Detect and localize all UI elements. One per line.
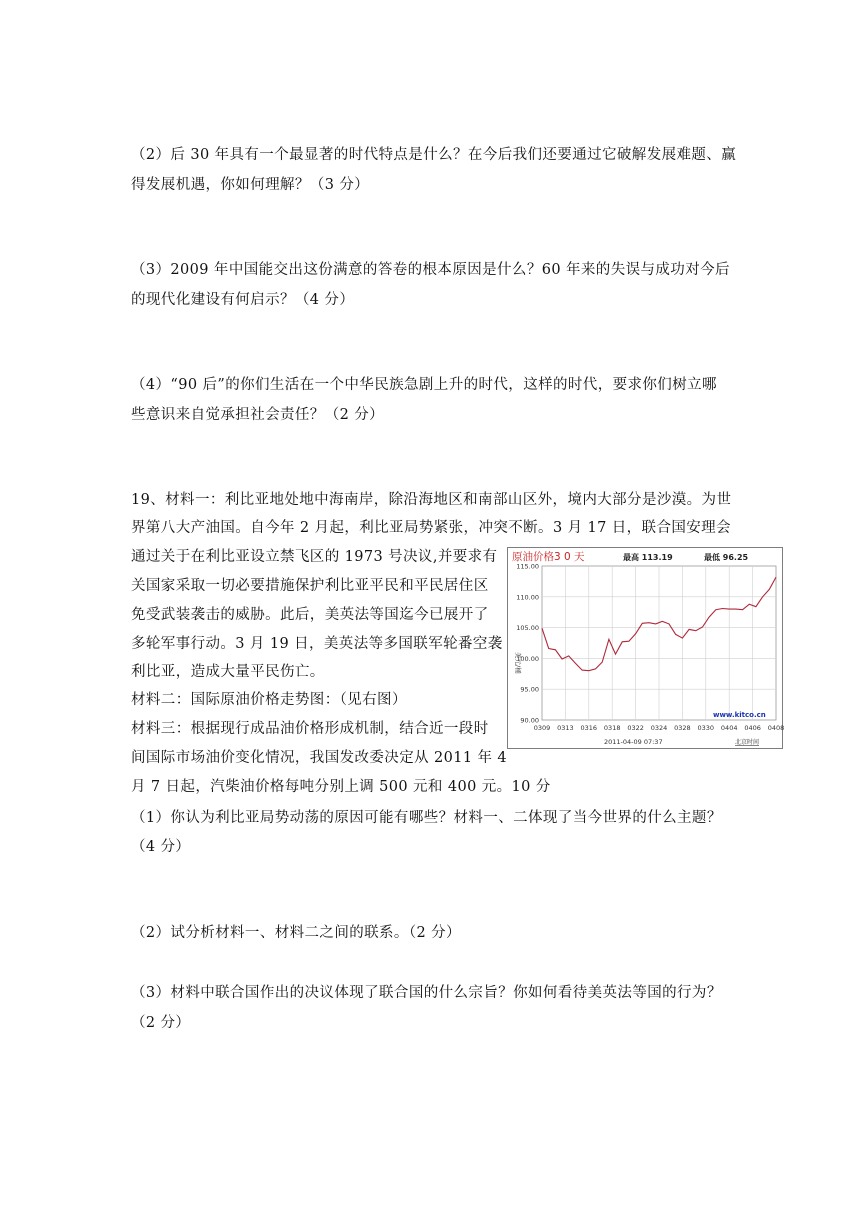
y-tick-label: 105.00	[516, 624, 539, 633]
x-tick-label: 0406	[744, 724, 761, 732]
x-tick-label: 0313	[557, 724, 574, 732]
y-tick-label: 115.00	[516, 562, 539, 571]
q4-line-2: 些意识来自觉承担社会责任？（2 分）	[131, 407, 385, 423]
chart-y-axis-label: 美元/桶	[514, 652, 522, 674]
chart-footer-link[interactable]: 北京时间	[735, 739, 760, 746]
q2-line-2: 得发展机遇，你如何理解？（3 分）	[131, 177, 370, 193]
x-tick-label: 0309	[533, 724, 551, 732]
q19-sub3-line-2: （2 分）	[131, 1015, 191, 1031]
x-tick-label: 0322	[627, 724, 644, 732]
chart-watermark: www.kitco.cn	[713, 711, 766, 719]
chart-grid	[542, 566, 776, 720]
q19-sub2: （2）试分析材料一、材料二之间的联系。（2 分）	[131, 925, 461, 941]
x-tick-label: 0318	[603, 724, 621, 732]
chart-low-label: 最低 96.25	[704, 553, 749, 562]
q2-line-1: （2）后 30 年具有一个最显著的时代特点是什么？在今后我们还要通过它破解发展难题、赢	[131, 147, 737, 163]
x-tick-label: 0328	[674, 724, 691, 732]
y-tick-label: 90.00	[520, 716, 539, 725]
q19-intro-line-2: 界第八大产油国。自今年 2 月起，利比亚局势紧张，冲突不断。3 月 17 日，联合国安理会	[131, 520, 731, 536]
q19-material-line-3: 免受武装袭击的威胁。此后，美英法等国迄今已展开了	[131, 607, 489, 623]
y-tick-label: 95.00	[520, 685, 539, 694]
q3-line-1: （3）2009 年中国能交出这份满意的答卷的根本原因是什么？60 年来的失误与成功对今后	[131, 262, 730, 278]
y-tick-label: 110.00	[516, 593, 539, 602]
q19-material-line-4: 多轮军事行动。3 月 19 日，美英法等多国联军轮番空袭	[131, 636, 503, 652]
x-tick-label: 0404	[720, 724, 738, 732]
chart-y-ticks	[516, 563, 539, 725]
q4-line-1: （4）“90 后”的你们生活在一个中华民族急剧上升的时代，这样的时代，要求你们树立哪	[131, 377, 717, 393]
oil-price-chart-svg	[508, 548, 785, 748]
oil-price-chart	[507, 547, 783, 749]
q19-sub1-line-1: （1）你认为利比亚局势动荡的原因可能有哪些？材料一、二体现了当今世界的什么主题？	[131, 810, 722, 826]
q19-material-three-line-1: 材料三：根据现行成品油价格形成机制，结合近一段时	[131, 721, 489, 737]
q19-material-line-2: 关国家采取一切必要措施保护利比亚平民和平民居住区	[131, 578, 489, 594]
chart-x-ticks	[534, 724, 785, 732]
q19-sub1-line-2: （4 分）	[131, 839, 191, 855]
x-tick-label: 0330	[697, 724, 715, 732]
q19-intro-line-1: 19、材料一：利比亚地处地中海南岸，除沿海地区和南部山区外，境内大部分是沙漠。为世	[131, 492, 732, 508]
q19-material-three-line-3: 月 7 日起，汽柴油价格每吨分别上调 500 元和 400 元。10 分	[131, 779, 551, 795]
q19-material-line-5: 利比亚，造成大量平民伤亡。	[131, 664, 325, 680]
q19-material-three-line-2: 间国际市场油价变化情况，我国发改委决定从 2011 年 4	[131, 750, 508, 766]
y-tick-label: 100.00	[516, 654, 539, 663]
x-tick-label: 0316	[580, 724, 598, 732]
q3-line-2: 的现代化建设有何启示？（4 分）	[131, 292, 355, 308]
q19-sub3-line-1: （3）材料中联合国作出的决议体现了联合国的什么宗旨？你如何看待美英法等国的行为？	[131, 985, 722, 1001]
chart-high-label: 最高 113.19	[623, 553, 673, 562]
chart-timestamp: 2011-04-09 07:37	[604, 738, 663, 746]
q19-material-line-1: 通过关于在利比亚设立禁飞区的 1973 号决议,并要求有	[131, 549, 498, 565]
x-tick-label: 0324	[650, 724, 668, 732]
x-tick-label: 0408	[767, 724, 785, 732]
chart-title: 原油价格3 0 天	[512, 551, 585, 563]
q19-material-two: 材料二：国际原油价格走势图：（见右图）	[131, 692, 407, 708]
